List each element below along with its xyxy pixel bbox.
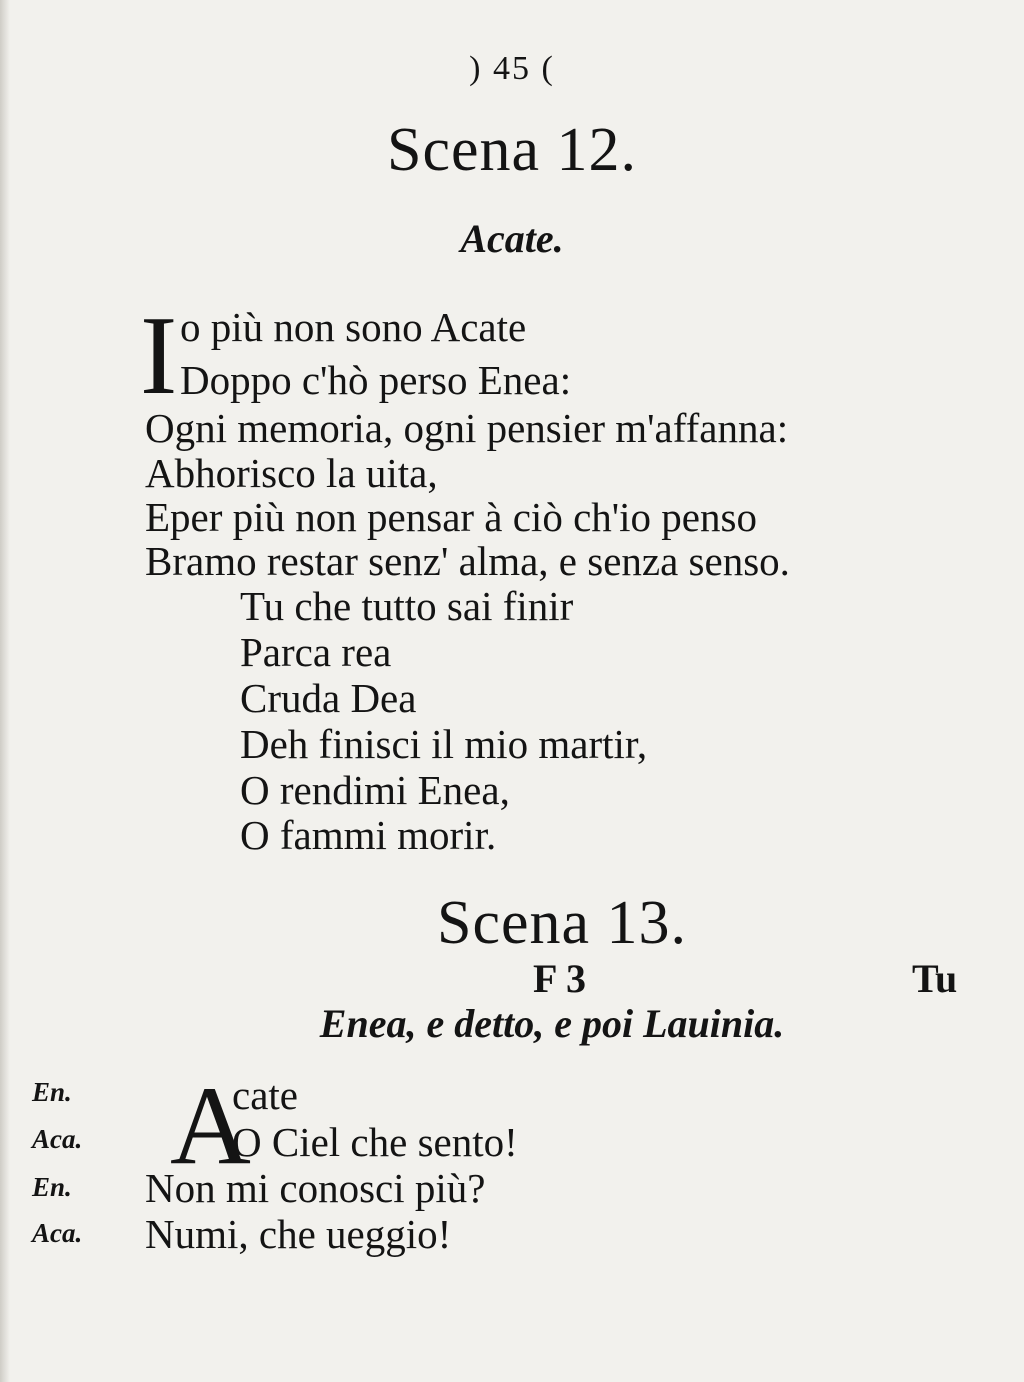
signature-mark: F 3 xyxy=(533,956,586,1001)
page-edge-shadow xyxy=(0,0,10,1382)
scene-13-drop-cap: A xyxy=(170,1064,251,1188)
scene-12-title: Scena 12. xyxy=(386,116,638,184)
verse-line: O fammi morir. xyxy=(240,812,497,858)
page-number: ) 45 ( xyxy=(469,50,555,87)
scene-12-characters: Acate. xyxy=(460,216,564,261)
dialogue-line: Numi, che ueggio! xyxy=(145,1211,452,1257)
speaker-label: En. xyxy=(32,1077,72,1107)
verse-line: O rendimi Enea, xyxy=(240,767,510,813)
verse-line: Bramo restar senz' alma, e senza senso. xyxy=(145,538,790,584)
verse-line: Parca rea xyxy=(240,629,392,675)
catchword: Tu xyxy=(912,956,958,1001)
verse-line: Deh finisci il mio martir, xyxy=(240,721,648,767)
verse-line: Ogni memoria, ogni pensier m'affanna: xyxy=(145,405,789,451)
speaker-label: En. xyxy=(32,1172,72,1202)
speaker-label: Aca. xyxy=(32,1218,83,1248)
scene-13-title: Scena 13. xyxy=(436,889,688,957)
verse-line: o più non sono Acate xyxy=(180,304,527,350)
verse-line: Tu che tutto sai finir xyxy=(240,583,574,629)
scene-12-drop-cap: I xyxy=(140,294,178,418)
scene-13-characters: Enea, e detto, e poi Lauinia. xyxy=(319,1001,785,1046)
dialogue-line: O Ciel che sento! xyxy=(232,1119,518,1165)
speaker-label: Aca. xyxy=(32,1124,83,1154)
verse-line: Abhorisco la uita, xyxy=(145,450,438,496)
dialogue-line: cate xyxy=(232,1072,298,1118)
verse-line: Eper più non pensar à ciò ch'io penso xyxy=(145,494,757,540)
verse-line: Cruda Dea xyxy=(240,675,417,721)
dialogue-line: Non mi conosci più? xyxy=(145,1165,486,1211)
verse-line: Doppo c'hò perso Enea: xyxy=(180,357,572,403)
